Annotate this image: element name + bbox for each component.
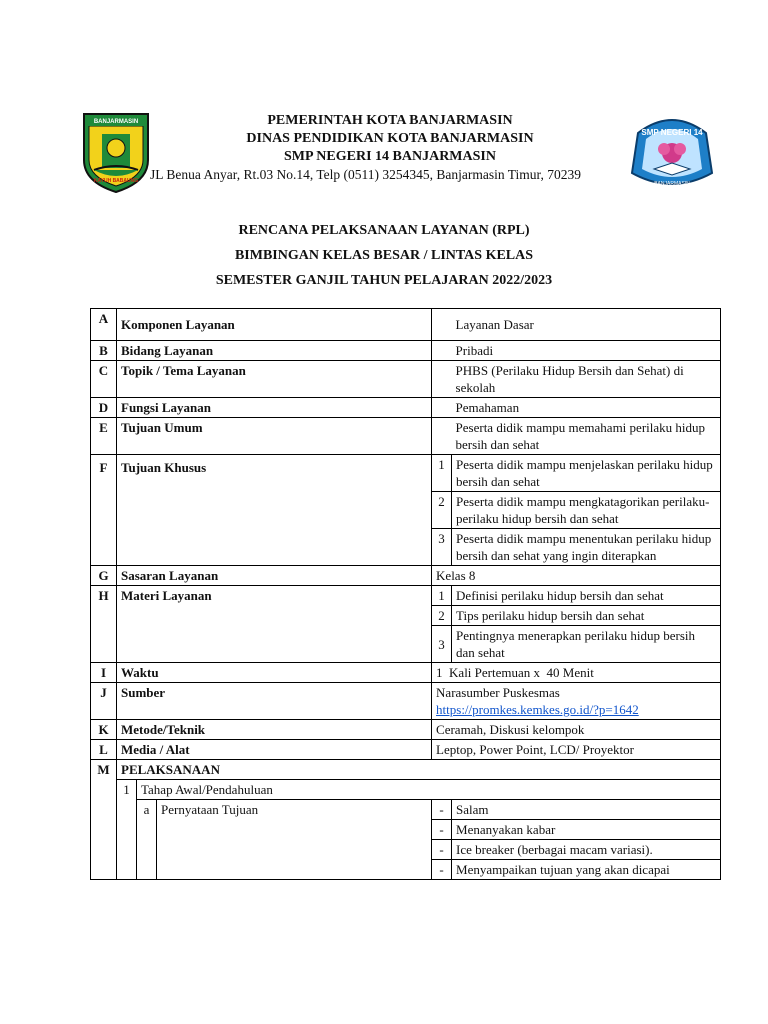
bullet-dash: - [432, 860, 452, 880]
item-number: 3 [432, 626, 452, 663]
list-item: Menanyakan kabar [452, 820, 721, 840]
letterhead-line-2: DINAS PENDIDIKAN KOTA BANJARMASIN [246, 131, 534, 146]
logo-right-bottom-text: BANJARMASIN [654, 181, 690, 187]
table-row [91, 309, 721, 341]
row-letter: L [91, 740, 117, 760]
row-letter: I [91, 663, 117, 683]
row-value: 1 Kali Pertemuan x 40 Menit [432, 663, 721, 683]
table-row [91, 341, 721, 361]
item-number: 1 [432, 586, 452, 606]
row-label: Fungsi Layanan [117, 398, 432, 418]
row-label: Tujuan Khusus [117, 455, 432, 566]
list-item: Definisi perilaku hidup bersih dan sehat [452, 586, 721, 606]
row-value: Leptop, Power Point, LCD/ Proyektor [432, 740, 721, 760]
row-letter: B [91, 341, 117, 361]
letterhead-address: JL Benua Anyar, Rt.03 No.14, Telp (0511) 3254345, Banjarmasin Timur, 70239 [150, 167, 581, 182]
row-label: Sumber [117, 683, 432, 720]
list-item: Peserta didik mampu mengkatagorikan perilaku-perilaku hidup bersih dan sehat [452, 492, 721, 529]
table-row [91, 740, 721, 760]
row-letter: E [91, 418, 117, 455]
row-value: Pemahaman [452, 398, 721, 418]
table-row [91, 663, 721, 683]
school-logo [628, 113, 716, 191]
stage-label: Tahap Awal/Pendahuluan [137, 780, 721, 800]
row-letter: J [91, 683, 117, 720]
row-value: Layanan Dasar [452, 309, 721, 341]
row-label: Media / Alat [117, 740, 432, 760]
logo-right-text: SMP NEGERI 14 [641, 128, 703, 137]
table-row [91, 398, 721, 418]
list-item: Peserta didik mampu menjelaskan perilaku hidup bersih dan sehat [452, 455, 721, 492]
row-letter: A [91, 309, 117, 341]
row-label: Metode/Teknik [117, 720, 432, 740]
list-item: Menyampaikan tujuan yang akan dicapai [452, 860, 721, 880]
sub-letter: a [137, 800, 157, 880]
row-label: Materi Layanan [117, 586, 432, 663]
row-value: Ceramah, Diskusi kelompok [432, 720, 721, 740]
row-value: PHBS (Perilaku Hidup Bersih dan Sehat) di sekolah [452, 361, 721, 398]
section-heading: PELAKSANAAN [117, 760, 721, 780]
row-label: Komponen Layanan [117, 309, 432, 341]
list-item: Peserta didik mampu menentukan perilaku hidup bersih dan sehat yang ingin diterapkan [452, 529, 721, 566]
bullet-dash: - [432, 840, 452, 860]
table-row [91, 720, 721, 740]
list-item: Tips perilaku hidup bersih dan sehat [452, 606, 721, 626]
row-label: Topik / Tema Layanan [117, 361, 432, 398]
item-number: 2 [432, 606, 452, 626]
item-number: 1 [432, 455, 452, 492]
row-label: Tujuan Umum [117, 418, 432, 455]
row-value: Narasumber Puskesmas [436, 685, 560, 700]
list-item: Pentingnya menerapkan perilaku hidup bersih dan sehat [452, 626, 721, 663]
row-letter: F [91, 455, 117, 566]
row-letter: D [91, 398, 117, 418]
list-item: Ice breaker (berbagai macam variasi). [452, 840, 721, 860]
table-row [91, 455, 721, 492]
city-logo [80, 110, 152, 194]
logo-left-top-text: BANJARMASIN [93, 119, 139, 125]
row-letter: G [91, 566, 117, 586]
row-letter: H [91, 586, 117, 663]
row-value: Peserta didik mampu memahami perilaku hidup bersih dan sehat [452, 418, 721, 455]
letterhead-line-3: SMP NEGERI 14 BANJARMASIN [284, 149, 496, 164]
table-row [91, 361, 721, 398]
table-row [91, 800, 721, 820]
bullet-dash: - [432, 800, 452, 820]
item-number: 2 [432, 492, 452, 529]
table-row [91, 418, 721, 455]
list-item: Salam [452, 800, 721, 820]
table-row [91, 760, 721, 780]
sub-label: Pernyataan Tujuan [157, 800, 432, 880]
table-row [91, 566, 721, 586]
table-row [91, 780, 721, 800]
document-subtitle: BIMBINGAN KELAS BESAR / LINTAS KELAS [234, 248, 534, 263]
row-label: Bidang Layanan [117, 341, 432, 361]
row-value: Kelas 8 [432, 566, 721, 586]
row-letter: M [91, 760, 117, 880]
row-label: Sasaran Layanan [117, 566, 432, 586]
row-letter: K [91, 720, 117, 740]
row-label: Waktu [117, 663, 432, 683]
document-title: RENCANA PELAKSANAAN LAYANAN (RPL) [238, 223, 530, 238]
table-row [91, 683, 721, 720]
letterhead-line-1: PEMERINTAH KOTA BANJARMASIN [267, 113, 513, 128]
document-semester: SEMESTER GANJIL TAHUN PELAJARAN 2022/2023 [215, 273, 553, 288]
row-letter: C [91, 361, 117, 398]
row-value: Pribadi [452, 341, 721, 361]
table-row [91, 586, 721, 606]
source-link[interactable]: https://promkes.kemkes.go.id/?p=1642 [436, 702, 639, 717]
rpl-table [90, 308, 721, 880]
stage-number: 1 [117, 780, 137, 880]
logo-left-bottom-text: KAYUH BABAUNG [93, 178, 139, 184]
bullet-dash: - [432, 820, 452, 840]
item-number: 3 [432, 529, 452, 566]
